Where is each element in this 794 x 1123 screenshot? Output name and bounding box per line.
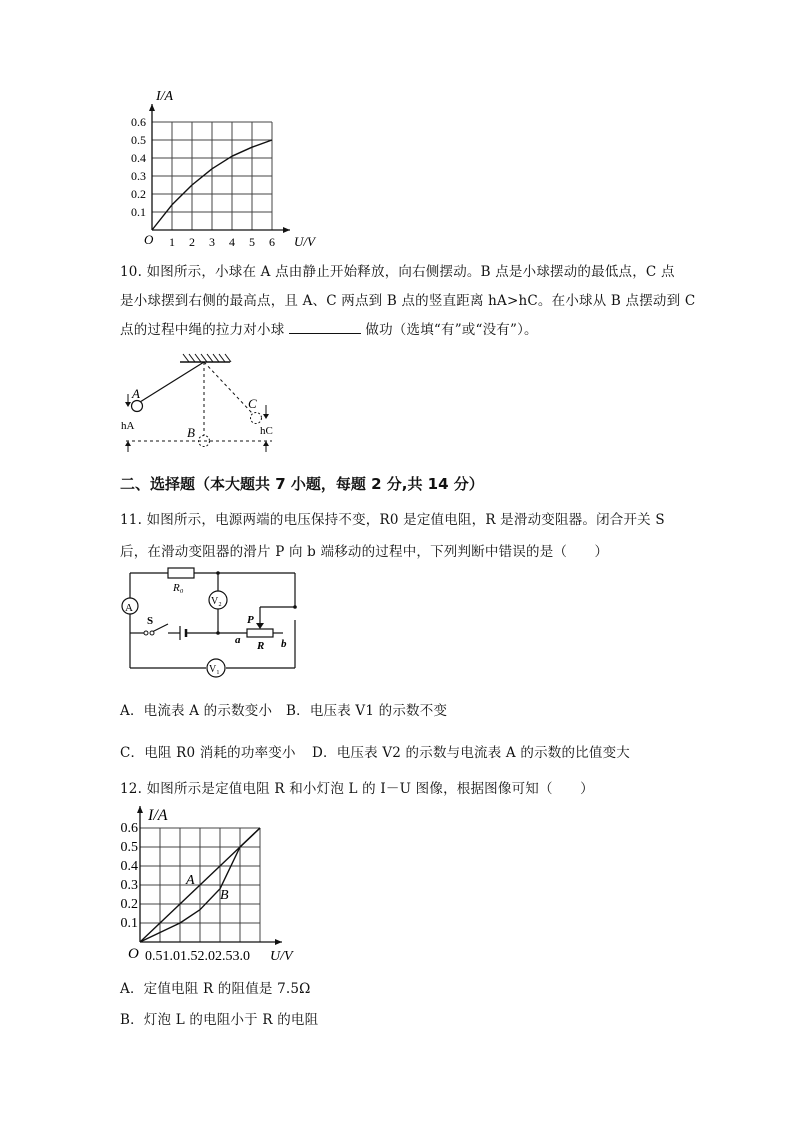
y-tick-label: 0.6 <box>131 115 146 129</box>
y-axis-arrow <box>149 104 155 111</box>
q11-option-c[interactable]: C．电阻 R0 消耗的功率变小 <box>120 745 296 761</box>
y-axis-arrow <box>137 806 143 813</box>
ammeter-label: A <box>125 602 133 614</box>
label-c: C <box>248 396 257 411</box>
q10-text-2: 是小球摆到右侧的最高点，且 A、C 两点到 B 点的竖直距离 hA>hC。在小球从 B 点摆动到 C <box>120 293 696 309</box>
end-b-label: b <box>281 638 287 650</box>
y-tick-label: 0.1 <box>120 916 138 931</box>
y-tick-label: 0.5 <box>120 840 138 855</box>
y-tick-label: 0.6 <box>120 821 138 836</box>
label-a: A <box>132 386 140 401</box>
y-tick-label: 0.3 <box>120 878 138 893</box>
q10-text-1: 如图所示，小球在 A 点由静止开始释放，向右侧摆动。B 点是小球摆动的最低点，C 点 <box>146 264 675 280</box>
q10-number: 10. <box>120 264 143 280</box>
y-tick-label: 0.1 <box>131 205 146 219</box>
resistor-r0-label: R₀ <box>173 582 184 594</box>
q10-answer-blank[interactable] <box>289 321 361 334</box>
y-tick-label: 0.4 <box>120 859 138 874</box>
switch-label: S <box>147 615 154 627</box>
slider-label: P <box>247 614 254 626</box>
x-tick-label: 3 <box>209 235 215 249</box>
pendulum-figure <box>118 350 278 450</box>
chart1-figure <box>0 0 794 260</box>
q12-line <box>120 777 594 797</box>
chart2-origin: O <box>128 946 139 962</box>
q10-line1 <box>120 260 675 280</box>
x-tick-label: 5 <box>249 235 255 249</box>
q11-line1 <box>120 508 665 528</box>
x-tick-label: 6 <box>269 235 275 249</box>
q12-option-b[interactable]: B．灯泡 L 的电阻小于 R 的电阻 <box>120 1012 319 1028</box>
q11-option-a[interactable]: A．电流表 A 的示数变小 <box>120 703 273 719</box>
circuit-diagram <box>118 568 308 678</box>
y-tick-label: 0.3 <box>131 169 146 183</box>
label-b: B <box>187 425 195 440</box>
q12-number: 12. <box>120 781 143 797</box>
x-tick-label: 2 <box>189 235 195 249</box>
q11-text-1: 如图所示，电源两端的电压保持不变，R0 是定值电阻，R 是滑动变阻器。闭合开关 S <box>146 512 665 528</box>
section2-title: 二、选择题（本大题共 7 小题，每题 2 分,共 14 分） <box>120 475 484 493</box>
chart1-ylabel: I/A <box>156 89 174 104</box>
q12-option-a[interactable]: A．定值电阻 R 的阻值是 7.5Ω <box>120 981 311 997</box>
q10-line3 <box>120 318 538 338</box>
q11-option-d[interactable]: D．电压表 V2 的示数与电流表 A 的示数的比值变大 <box>312 745 630 761</box>
x-axis-arrow <box>283 227 290 233</box>
series-a-label: A <box>186 873 195 888</box>
chart1-axes <box>149 104 290 233</box>
y-tick-label: 0.2 <box>120 897 138 912</box>
y-tick-label: 0.2 <box>131 187 146 201</box>
x-tick-label: 4 <box>229 235 235 249</box>
q12-text: 如图所示是定值电阻 R 和小灯泡 L 的 I－U 图像，根据图像可知（ ） <box>146 781 594 797</box>
series-b-label: B <box>220 888 229 903</box>
q11-number: 11. <box>120 512 143 528</box>
q10-text-3a: 点的过程中绳的拉力对小球 <box>120 322 285 338</box>
y-tick-label: 0.5 <box>131 133 146 147</box>
voltmeter-v2-label: V₂ <box>211 596 222 607</box>
x-axis-arrow <box>275 939 282 945</box>
label-hc: hC <box>260 425 273 437</box>
q10-text-3b: 做功（选填“有”或“没有”）。 <box>365 322 538 338</box>
chart2-xticks: 0.51.01.52.02.53.0 <box>145 949 250 964</box>
q11-option-b[interactable]: B．电压表 V1 的示数不变 <box>286 703 448 719</box>
end-a-label: a <box>235 634 241 646</box>
chart2-figure <box>0 800 794 980</box>
q11-text-2: 后，在滑动变阻器的滑片 P 向 b 端移动的过程中，下列判断中错误的是（ ） <box>120 544 609 560</box>
label-ha: hA <box>121 420 135 432</box>
ball-c <box>251 413 262 424</box>
voltmeter-v1-label: V₁ <box>209 664 220 675</box>
chart1-grid <box>152 122 272 230</box>
rheostat-label: R <box>257 640 265 652</box>
chart1-origin: O <box>144 232 154 247</box>
chart2-xlabel: U/V <box>270 949 293 964</box>
chart2-ylabel: I/A <box>148 807 168 824</box>
x-tick-label: 1 <box>169 235 175 249</box>
ball-a <box>132 401 143 412</box>
y-tick-label: 0.4 <box>131 151 146 165</box>
chart1-xlabel: U/V <box>294 234 315 249</box>
